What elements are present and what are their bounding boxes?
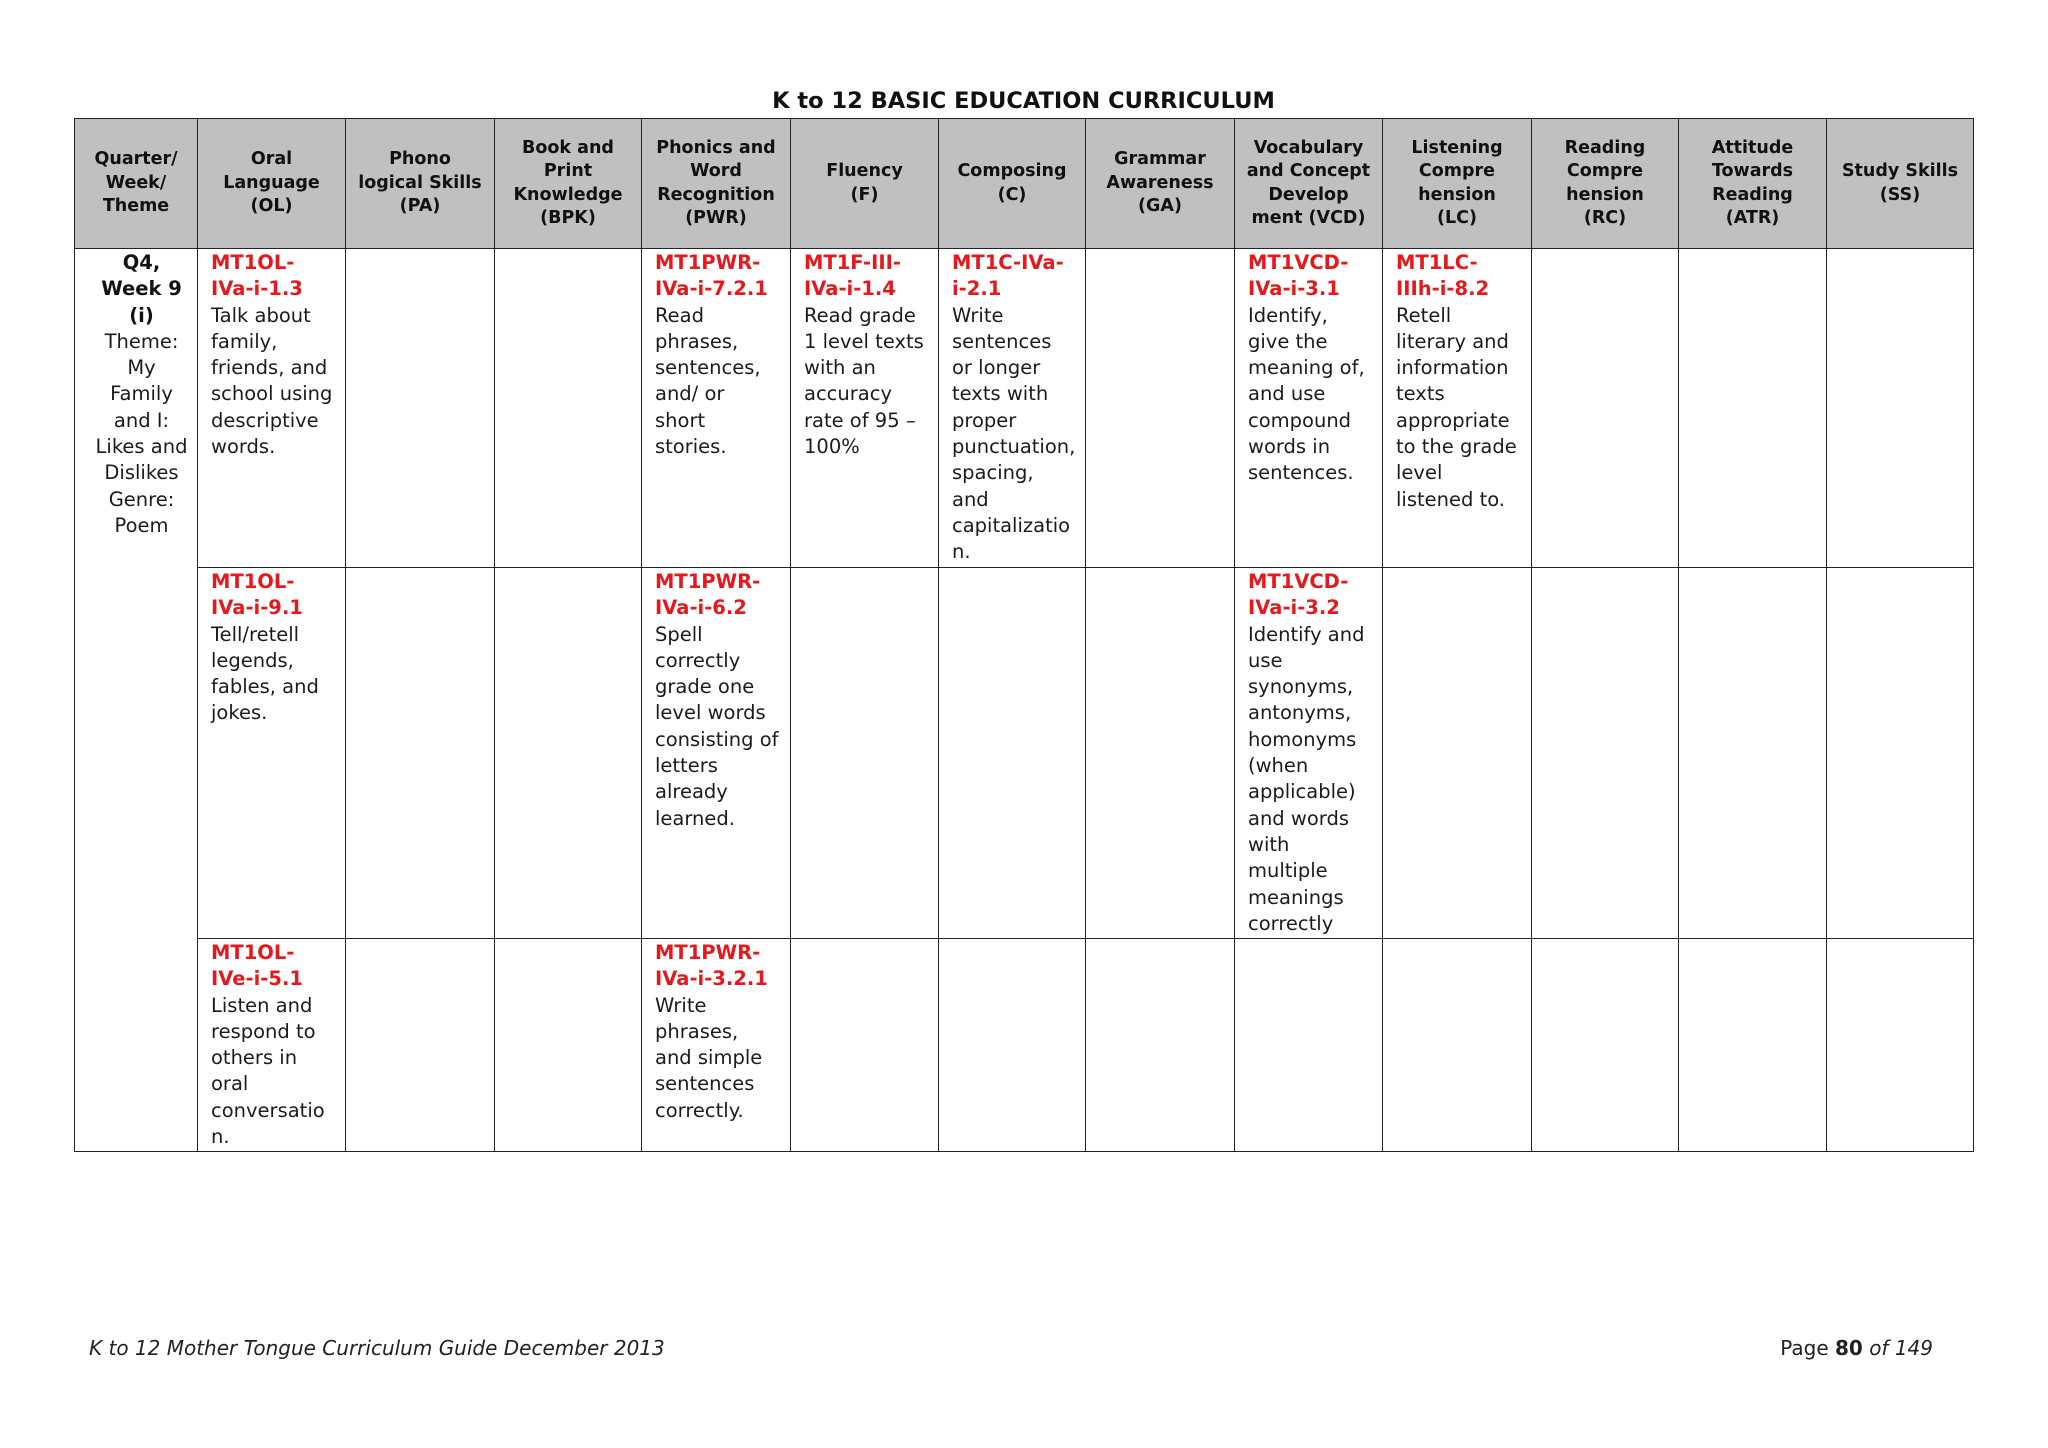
competency-text: Write sentences or longer texts with proper punctuation, spacing, and capitalizatio n. [952,303,1076,564]
cell-ol [198,249,346,568]
theme-genre-text: Theme: My Family and I: Likes and Dislikes Genre: Poem [95,329,188,537]
cell-pwr [642,249,791,568]
competency-text: Talk about family, friends, and school using descriptive words. [211,303,333,459]
competency-code: MT1OL- IVa-i-1.3 [211,251,303,301]
competency-code: MT1VCD- IVa-i-3.1 [1248,251,1349,301]
header-study-skills: Study Skills (SS) [1827,119,1974,249]
page-word: Page [1780,1336,1829,1360]
cell-atr [1679,568,1827,939]
cell-pwr [642,568,791,939]
cell-ss [1827,249,1974,568]
cell-vcd [1235,568,1383,939]
competency-text: Listen and respond to others in oral conversatio n. [211,993,325,1149]
quarter-week-theme-cell [75,249,198,1152]
header-phonics-word-recognition: Phonics and Word Recognition (PWR) [642,119,791,249]
cell-c [939,939,1086,1152]
cell-vcd [1235,939,1383,1152]
header-grammar-awareness: Grammar Awareness (GA) [1086,119,1235,249]
table-row [75,939,1974,1152]
cell-f [791,939,939,1152]
table-row [75,568,1974,939]
cell-atr [1679,939,1827,1152]
header-listening-comprehension: Listening Compre hension (LC) [1383,119,1532,249]
cell-rc [1532,249,1679,568]
header-oral-language: Oral Language (OL) [198,119,346,249]
competency-text: Tell/retell legends, fables, and jokes. [211,622,319,725]
cell-pa [346,568,495,939]
cell-bpk [495,568,642,939]
cell-pa [346,939,495,1152]
cell-c [939,568,1086,939]
cell-bpk [495,249,642,568]
cell-lc [1383,249,1532,568]
footer-guide-title: K to 12 Mother Tongue Curriculum Guide December 2013 [89,1336,665,1360]
header-attitude-towards-reading: Attitude Towards Reading (ATR) [1679,119,1827,249]
competency-code: MT1C-IVa- i-2.1 [952,251,1064,301]
cell-rc [1532,568,1679,939]
document-title: K to 12 BASIC EDUCATION CURRICULUM [772,88,1275,114]
header-row [75,119,1974,249]
competency-code: MT1PWR- IVa-i-6.2 [655,570,761,620]
competency-text: Spell correctly grade one level words consisting of letters already learned. [655,622,779,830]
header-fluency: Fluency (F) [791,119,939,249]
header-reading-comprehension: Reading Compre hension (RC) [1532,119,1679,249]
header-book-print-knowledge: Book and Print Knowledge (BPK) [495,119,642,249]
header-quarter-week-theme: Quarter/ Week/ Theme [75,119,198,249]
cell-vcd [1235,249,1383,568]
cell-lc [1383,939,1532,1152]
curriculum-table [74,118,1974,1152]
cell-atr [1679,249,1827,568]
competency-code: MT1LC- IIIh-i-8.2 [1396,251,1490,301]
cell-c [939,249,1086,568]
competency-text: Retell literary and information texts appropriate to the grade level listened to. [1396,303,1517,511]
footer-page-number [1780,1335,1933,1361]
competency-code: MT1VCD- IVa-i-3.2 [1248,570,1349,620]
cell-ss [1827,568,1974,939]
competency-text: Identify and use synonyms, antonyms, homonyms (when applicable) and words with multiple meanings correctly [1248,622,1365,935]
cell-ss [1827,939,1974,1152]
quarter-week-label: Q4, Week 9 (i) [101,251,182,327]
page-current: 80 [1834,1336,1863,1360]
cell-ol [198,568,346,939]
competency-code: MT1PWR- IVa-i-7.2.1 [655,251,768,301]
competency-code: MT1OL- IVa-i-9.1 [211,570,303,620]
competency-text: Identify, give the meaning of, and use compound words in sentences. [1248,303,1365,485]
competency-code: MT1OL- IVe-i-5.1 [211,941,303,991]
cell-f [791,249,939,568]
page-total: of 149 [1869,1336,1933,1360]
competency-text: Read grade 1 level texts with an accuracy rate of 95 – 100% [804,303,924,459]
cell-ga [1086,939,1235,1152]
header-phonological-skills: Phono logical Skills (PA) [346,119,495,249]
cell-lc [1383,568,1532,939]
cell-pa [346,249,495,568]
header-composing: Composing (C) [939,119,1086,249]
cell-ga [1086,249,1235,568]
cell-rc [1532,939,1679,1152]
competency-text: Write phrases, and simple sentences correctly. [655,993,763,1122]
competency-code: MT1PWR- IVa-i-3.2.1 [655,941,768,991]
competency-code: MT1F-III- IVa-i-1.4 [804,251,901,301]
cell-pwr [642,939,791,1152]
cell-ga [1086,568,1235,939]
cell-ol [198,939,346,1152]
cell-bpk [495,939,642,1152]
header-vocabulary-concept: Vocabulary and Concept Develop ment (VCD) [1235,119,1383,249]
cell-f [791,568,939,939]
table-row [75,249,1974,568]
competency-text: Read phrases, sentences, and/ or short stories. [655,303,761,459]
